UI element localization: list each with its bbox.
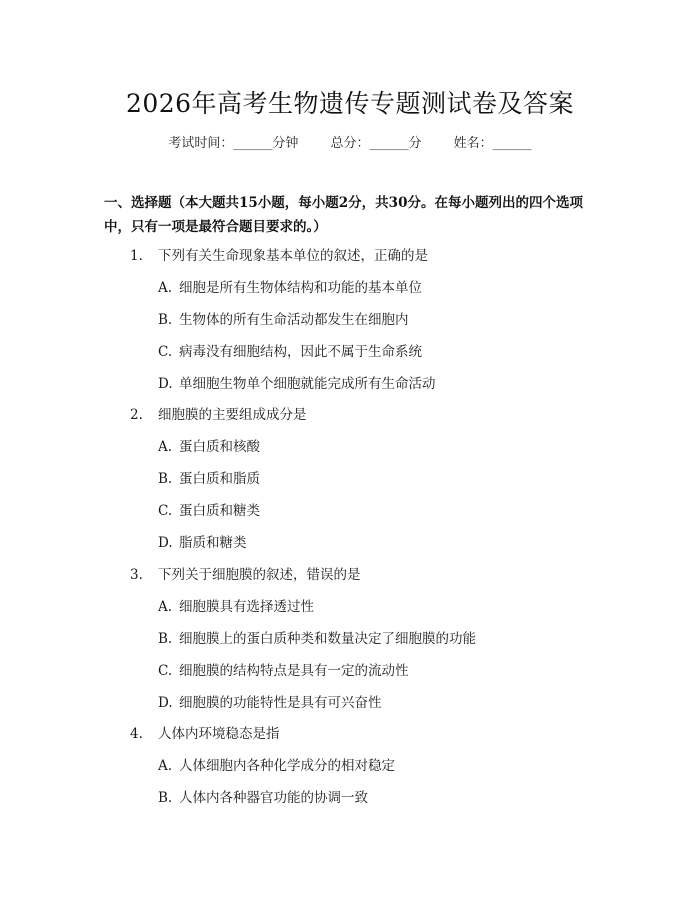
option-1b [158, 308, 409, 328]
question-number: 1. [130, 248, 143, 264]
option-text: 蛋白质和核酸 [179, 439, 260, 455]
option-1c [158, 340, 422, 360]
question-3 [130, 563, 361, 583]
option-letter: A. [158, 280, 173, 296]
option-text: 脂质和糖类 [179, 535, 247, 551]
question-1 [130, 244, 428, 264]
option-text: 蛋白质和糖类 [179, 503, 260, 519]
question-4 [130, 722, 280, 742]
option-2b [158, 467, 260, 487]
option-text: 细胞膜具有选择透过性 [179, 599, 314, 615]
option-text: 人体细胞内各种化学成分的相对稳定 [179, 758, 395, 774]
option-text: 病毒没有细胞结构，因此不属于生命系统 [179, 344, 422, 360]
question-number: 3. [130, 567, 143, 583]
option-2d [158, 531, 247, 551]
option-text: 蛋白质和脂质 [179, 471, 260, 487]
option-letter: B. [158, 471, 173, 487]
option-3b [158, 627, 476, 647]
question-text: 细胞膜的主要组成成分是 [158, 407, 307, 423]
option-3d [158, 691, 382, 711]
exam-title: 2026年高考生物遗传专题测试卷及答案 [125, 89, 575, 118]
option-text: 细胞膜的结构特点是具有一定的流动性 [179, 663, 409, 679]
option-2c [158, 499, 260, 519]
option-letter: C. [158, 503, 173, 519]
option-letter: C. [158, 344, 173, 360]
option-letter: D. [158, 535, 173, 551]
option-text: 生物体的所有生命活动都发生在细胞内 [179, 312, 409, 328]
option-1d [158, 372, 436, 392]
option-letter: B. [158, 312, 173, 328]
exam-meta [0, 132, 700, 151]
question-text: 下列有关生命现象基本单位的叙述，正确的是 [158, 248, 428, 264]
option-text: 单细胞生物单个细胞就能完成所有生命活动 [179, 376, 436, 392]
student-name-field: 姓名：______ [453, 136, 532, 151]
option-letter: A. [158, 758, 173, 774]
option-2a [158, 435, 260, 455]
option-letter: B. [158, 790, 173, 806]
question-number: 2. [130, 407, 143, 423]
option-letter: A. [158, 599, 173, 615]
option-letter: B. [158, 631, 173, 647]
section-header: 一、选择题（本大题共15小题，每小题2分，共30分。在每小题列出的四个选项中，只有一项是最符合题目要求的。） [104, 195, 583, 235]
option-text: 细胞是所有生物体结构和功能的基本单位 [179, 280, 422, 296]
option-4a [158, 754, 395, 774]
option-4b [158, 786, 368, 806]
exam-time-field: 考试时间：______分钟 [168, 136, 299, 151]
question-text: 下列关于细胞膜的叙述，错误的是 [158, 567, 361, 583]
option-text: 细胞膜的功能特性是具有可兴奋性 [179, 695, 382, 711]
option-letter: C. [158, 663, 173, 679]
option-text: 人体内各种器官功能的协调一致 [179, 790, 368, 806]
option-1a [158, 276, 422, 296]
question-number: 4. [130, 726, 143, 742]
option-3c [158, 659, 409, 679]
option-letter: D. [158, 376, 173, 392]
question-2 [130, 403, 307, 423]
option-letter: D. [158, 695, 173, 711]
option-text: 细胞膜上的蛋白质种类和数量决定了细胞膜的功能 [179, 631, 476, 647]
option-3a [158, 595, 314, 615]
question-text: 人体内环境稳态是指 [158, 726, 280, 742]
option-letter: A. [158, 439, 173, 455]
total-score-field: 总分：______分 [330, 136, 422, 151]
